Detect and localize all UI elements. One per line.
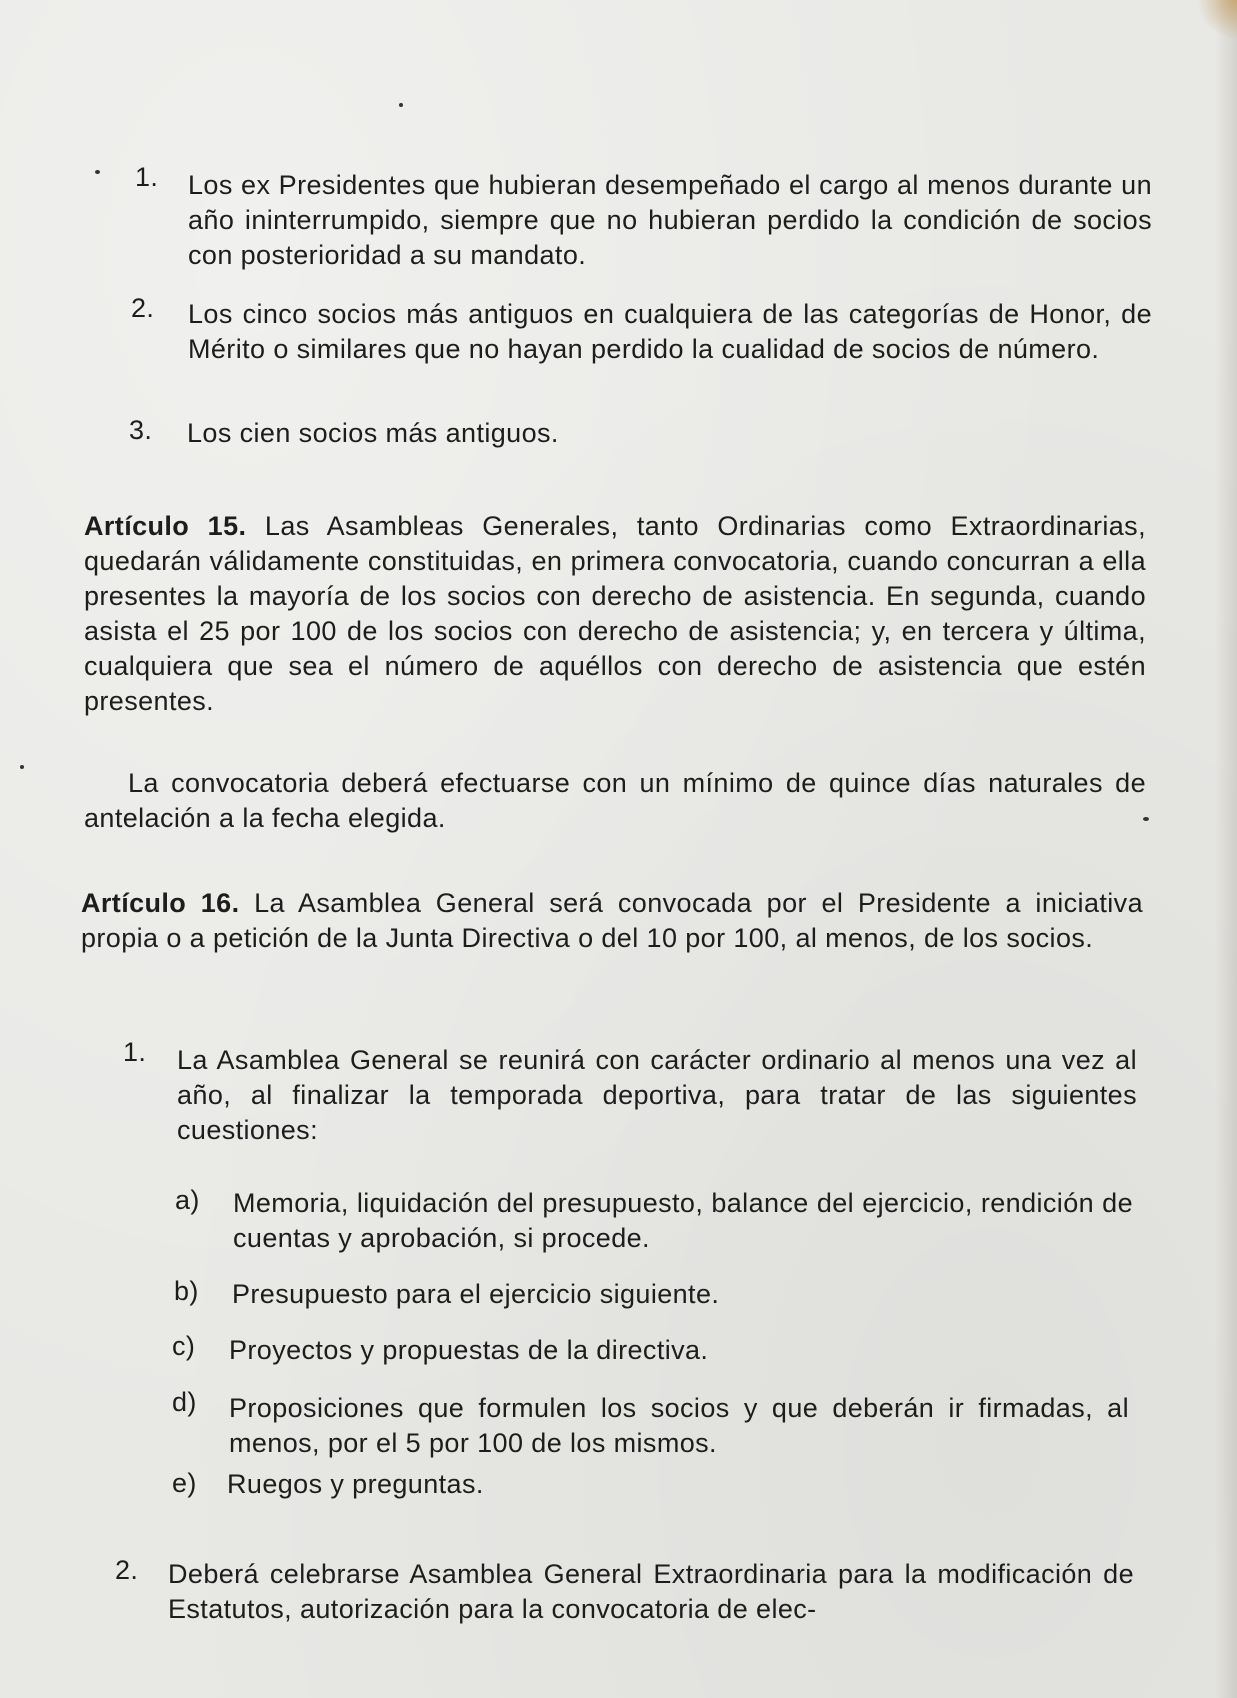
article-text: Las Asambleas Generales, tanto Ordinarias como Extraordinarias, quedarán válidamente constituidas, en primera convocatoria, cuando concurran a ella presentes la mayoría de los socios con derecho de asistencia. En segunda, cuando asista el 25 por 100 de los socios con derecho de asistencia; y, en tercera y última, cualquiera que sea el número de aquéllos con derecho de asistencia que estén presentes.	[84, 511, 1146, 716]
article-15	[84, 509, 1146, 719]
list-item: Los cien socios más antiguos.	[187, 418, 559, 448]
article-16	[81, 886, 1143, 956]
article-heading: Artículo 15.	[84, 511, 247, 541]
sub-item: Ruegos y preguntas.	[227, 1469, 484, 1499]
list-item-number: 1.	[123, 1037, 147, 1067]
sub-item: Presupuesto para el ejercicio siguiente.	[232, 1279, 720, 1309]
sub-item: Proyectos y propuestas de la directiva.	[229, 1335, 709, 1365]
sub-item: Proposiciones que formulen los socios y que deberán ir firmadas, al menos, por el 5 por 100 de los mismos.	[229, 1393, 1129, 1458]
article-text: La Asamblea General será convocada por el Presidente a iniciativa propia o a petición de la Junta Directiva o del 10 por 100, al menos, de los socios.	[81, 888, 1143, 953]
list-item-number: 1.	[135, 162, 159, 192]
sub-item: Memoria, liquidación del presupuesto, balance del ejercicio, rendición de cuentas y aprobación, si procede.	[233, 1188, 1133, 1253]
list-item: Deberá celebrarse Asamblea General Extraordinaria para la modificación de Estatutos, autorización para la convocatoria de elec-	[168, 1559, 1134, 1624]
article-heading: Artículo 16.	[81, 888, 240, 918]
sub-item-letter: e)	[172, 1468, 197, 1498]
sub-item-letter: d)	[172, 1387, 197, 1417]
sub-item-letter: b)	[174, 1276, 199, 1306]
list-item-number: 2.	[131, 293, 155, 323]
article-15-paragraph-2: La convocatoria deberá efectuarse con un mínimo de quince días naturales de antelación a la fecha elegida.	[84, 768, 1146, 833]
sub-item-letter: c)	[172, 1331, 196, 1361]
list-item: Los ex Presidentes que hubieran desempeñado el cargo al menos durante un año ininterrumpido, siempre que no hubieran perdido la condición de socios con posterioridad a su mandato.	[188, 170, 1152, 270]
list-item: Los cinco socios más antiguos en cualquiera de las categorías de Honor, de Mérito o similares que no hayan perdido la cualidad de socios de número.	[188, 299, 1152, 364]
list-item: La Asamblea General se reunirá con carácter ordinario al menos una vez al año, al finalizar la temporada deportiva, para tratar de las siguientes cuestiones:	[177, 1045, 1137, 1145]
list-item-number: 3.	[129, 415, 153, 445]
sub-item-letter: a)	[175, 1185, 200, 1215]
list-item-number: 2.	[115, 1555, 139, 1585]
